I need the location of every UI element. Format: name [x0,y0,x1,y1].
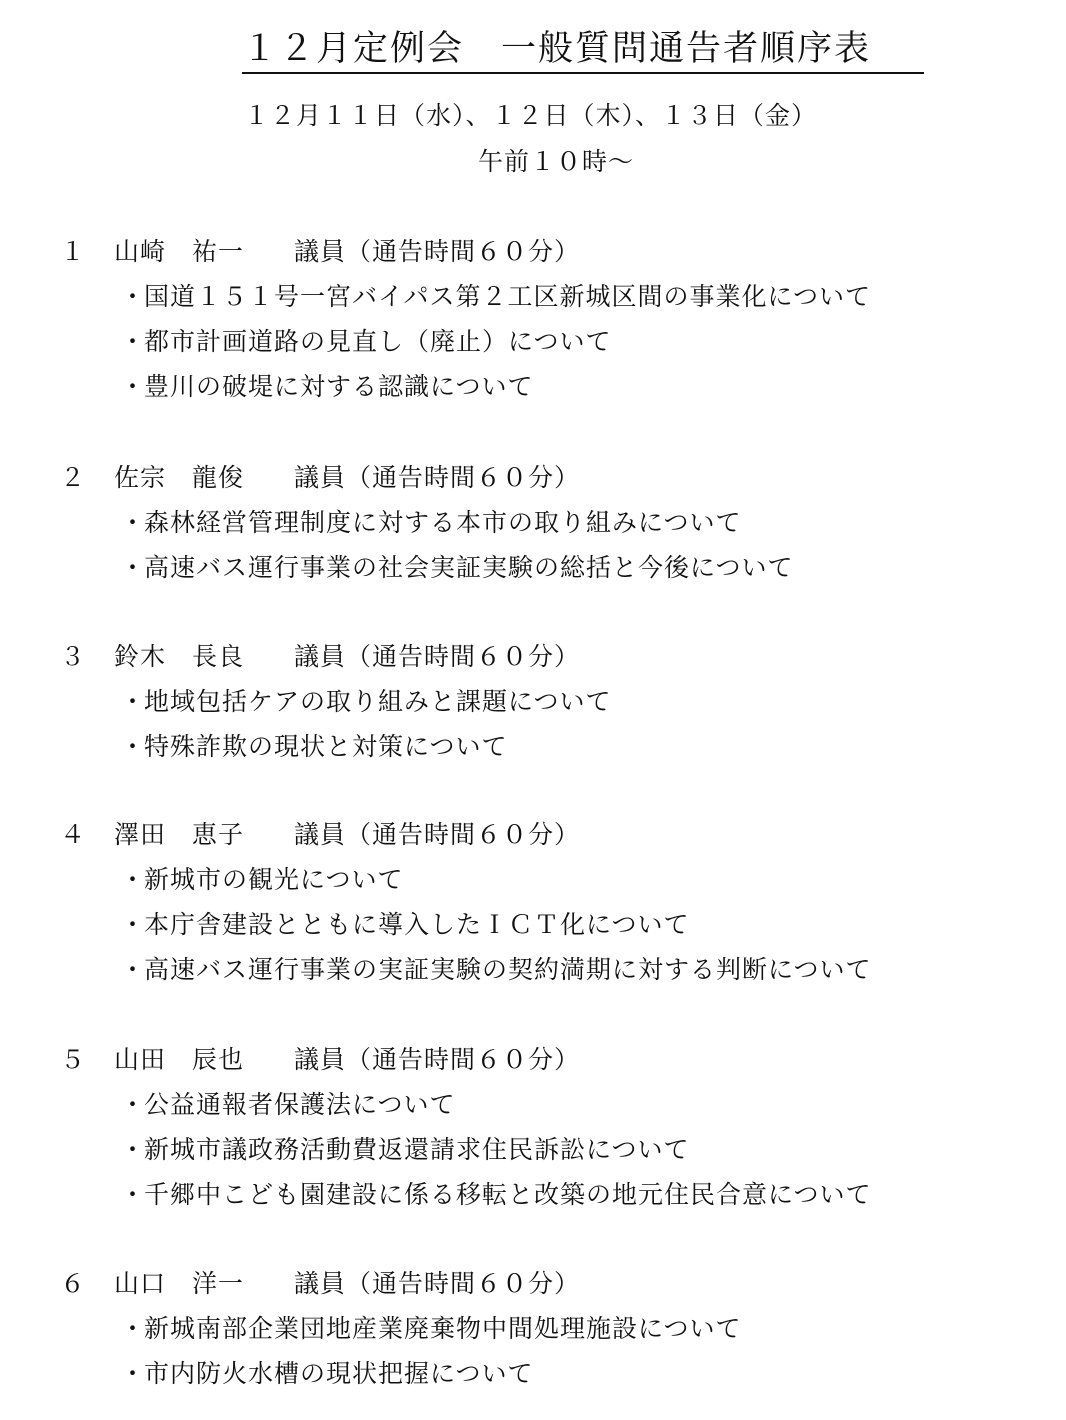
topic-item [0,679,1066,724]
topic-item [0,500,1066,545]
bullet-mark: ・ [120,865,146,894]
speaker-role-time: 議員（通告時間６０分） [294,237,581,266]
meeting-dates: １２月１１日（水）、１２日（木）、１３日（金） [244,101,818,130]
topic-item [0,902,1066,947]
bullet-mark: ・ [120,732,146,761]
topic-text: 千郷中こども園建設に係る移転と改築の地元住民合意について [144,1180,872,1209]
topic-text: 公益通報者保護法について [144,1090,456,1119]
topic-text: 市内防火水槽の現状把握について [144,1359,534,1388]
topic-text: 本庁舎建設とともに導入したＩＣＴ化について [144,910,690,939]
bullet-mark: ・ [120,1359,146,1388]
bullet-mark: ・ [120,282,146,311]
topic-item [0,274,1066,319]
topic-item [0,1127,1066,1172]
speaker-role-time: 議員（通告時間６０分） [294,1045,581,1074]
topic-text: 新城南部企業団地産業廃棄物中間処理施設について [144,1314,742,1343]
speaker-number: １ [60,237,86,266]
bullet-mark: ・ [120,327,146,356]
bullet-mark: ・ [120,1180,146,1209]
bullet-mark: ・ [120,955,146,984]
speaker-header [0,230,1066,274]
speaker-name: 澤田 恵子 [114,820,245,849]
speaker-role-time: 議員（通告時間６０分） [294,463,581,492]
bullet-mark: ・ [120,372,146,401]
speaker-role-time: 議員（通告時間６０分） [294,1269,581,1298]
speaker-entry [0,635,1066,769]
bullet-mark: ・ [120,1090,146,1119]
topic-item [0,1082,1066,1127]
speaker-entry [0,813,1066,992]
topic-item [0,1306,1066,1351]
speaker-number: ２ [60,463,86,492]
topic-text: 豊川の破堤に対する認識について [144,372,534,401]
speaker-role-time: 議員（通告時間６０分） [294,642,581,671]
speaker-entry [0,1262,1066,1396]
speaker-number: ４ [60,820,86,849]
topic-list [0,500,1066,590]
topic-item [0,1172,1066,1217]
speaker-header [0,813,1066,857]
speaker-entry [0,456,1066,590]
meeting-time: 午前１０時～ [478,147,635,176]
topic-item [0,857,1066,902]
speaker-role-time: 議員（通告時間６０分） [294,820,581,849]
speaker-entry [0,1038,1066,1217]
speaker-number: ３ [60,642,86,671]
speaker-name: 山口 洋一 [114,1269,245,1298]
topic-list [0,274,1066,409]
topic-item [0,364,1066,409]
speaker-name: 鈴木 長良 [114,642,245,671]
topic-text: 新城市の観光について [144,865,404,894]
bullet-mark: ・ [120,553,146,582]
topic-list [0,1306,1066,1396]
topic-item [0,724,1066,769]
topic-text: 新城市議政務活動費返還請求住民訴訟について [144,1135,690,1164]
topic-list [0,679,1066,769]
bullet-mark: ・ [120,1314,146,1343]
topic-item [0,545,1066,590]
bullet-mark: ・ [120,687,146,716]
bullet-mark: ・ [120,508,146,537]
topic-item [0,1351,1066,1396]
topic-text: 地域包括ケアの取り組みと課題について [144,687,612,716]
topic-item [0,319,1066,364]
topic-text: 高速バス運行事業の社会実証実験の総括と今後について [144,553,794,582]
speaker-entry [0,230,1066,409]
topic-item [0,947,1066,992]
speaker-number: ５ [60,1045,86,1074]
speaker-name: 山田 辰也 [114,1045,245,1074]
speaker-name: 佐宗 龍俊 [114,463,245,492]
speaker-name: 山崎 祐一 [114,237,245,266]
speaker-header [0,1038,1066,1082]
speaker-header [0,635,1066,679]
speaker-header [0,456,1066,500]
topic-text: 都市計画道路の見直し（廃止）について [144,327,612,356]
speaker-number: ６ [60,1269,86,1298]
topic-text: 森林経営管理制度に対する本市の取り組みについて [144,508,742,537]
speaker-header [0,1262,1066,1306]
topic-list [0,857,1066,992]
topic-text: 特殊詐欺の現状と対策について [144,732,508,761]
topic-text: 国道１５１号一宮バイパス第２工区新城区間の事業化について [144,282,872,311]
topic-list [0,1082,1066,1217]
topic-text: 高速バス運行事業の実証実験の契約満期に対する判断について [144,955,872,984]
page-title: １２月定例会 一般質問通告者順序表 [242,26,924,74]
bullet-mark: ・ [120,910,146,939]
bullet-mark: ・ [120,1135,146,1164]
